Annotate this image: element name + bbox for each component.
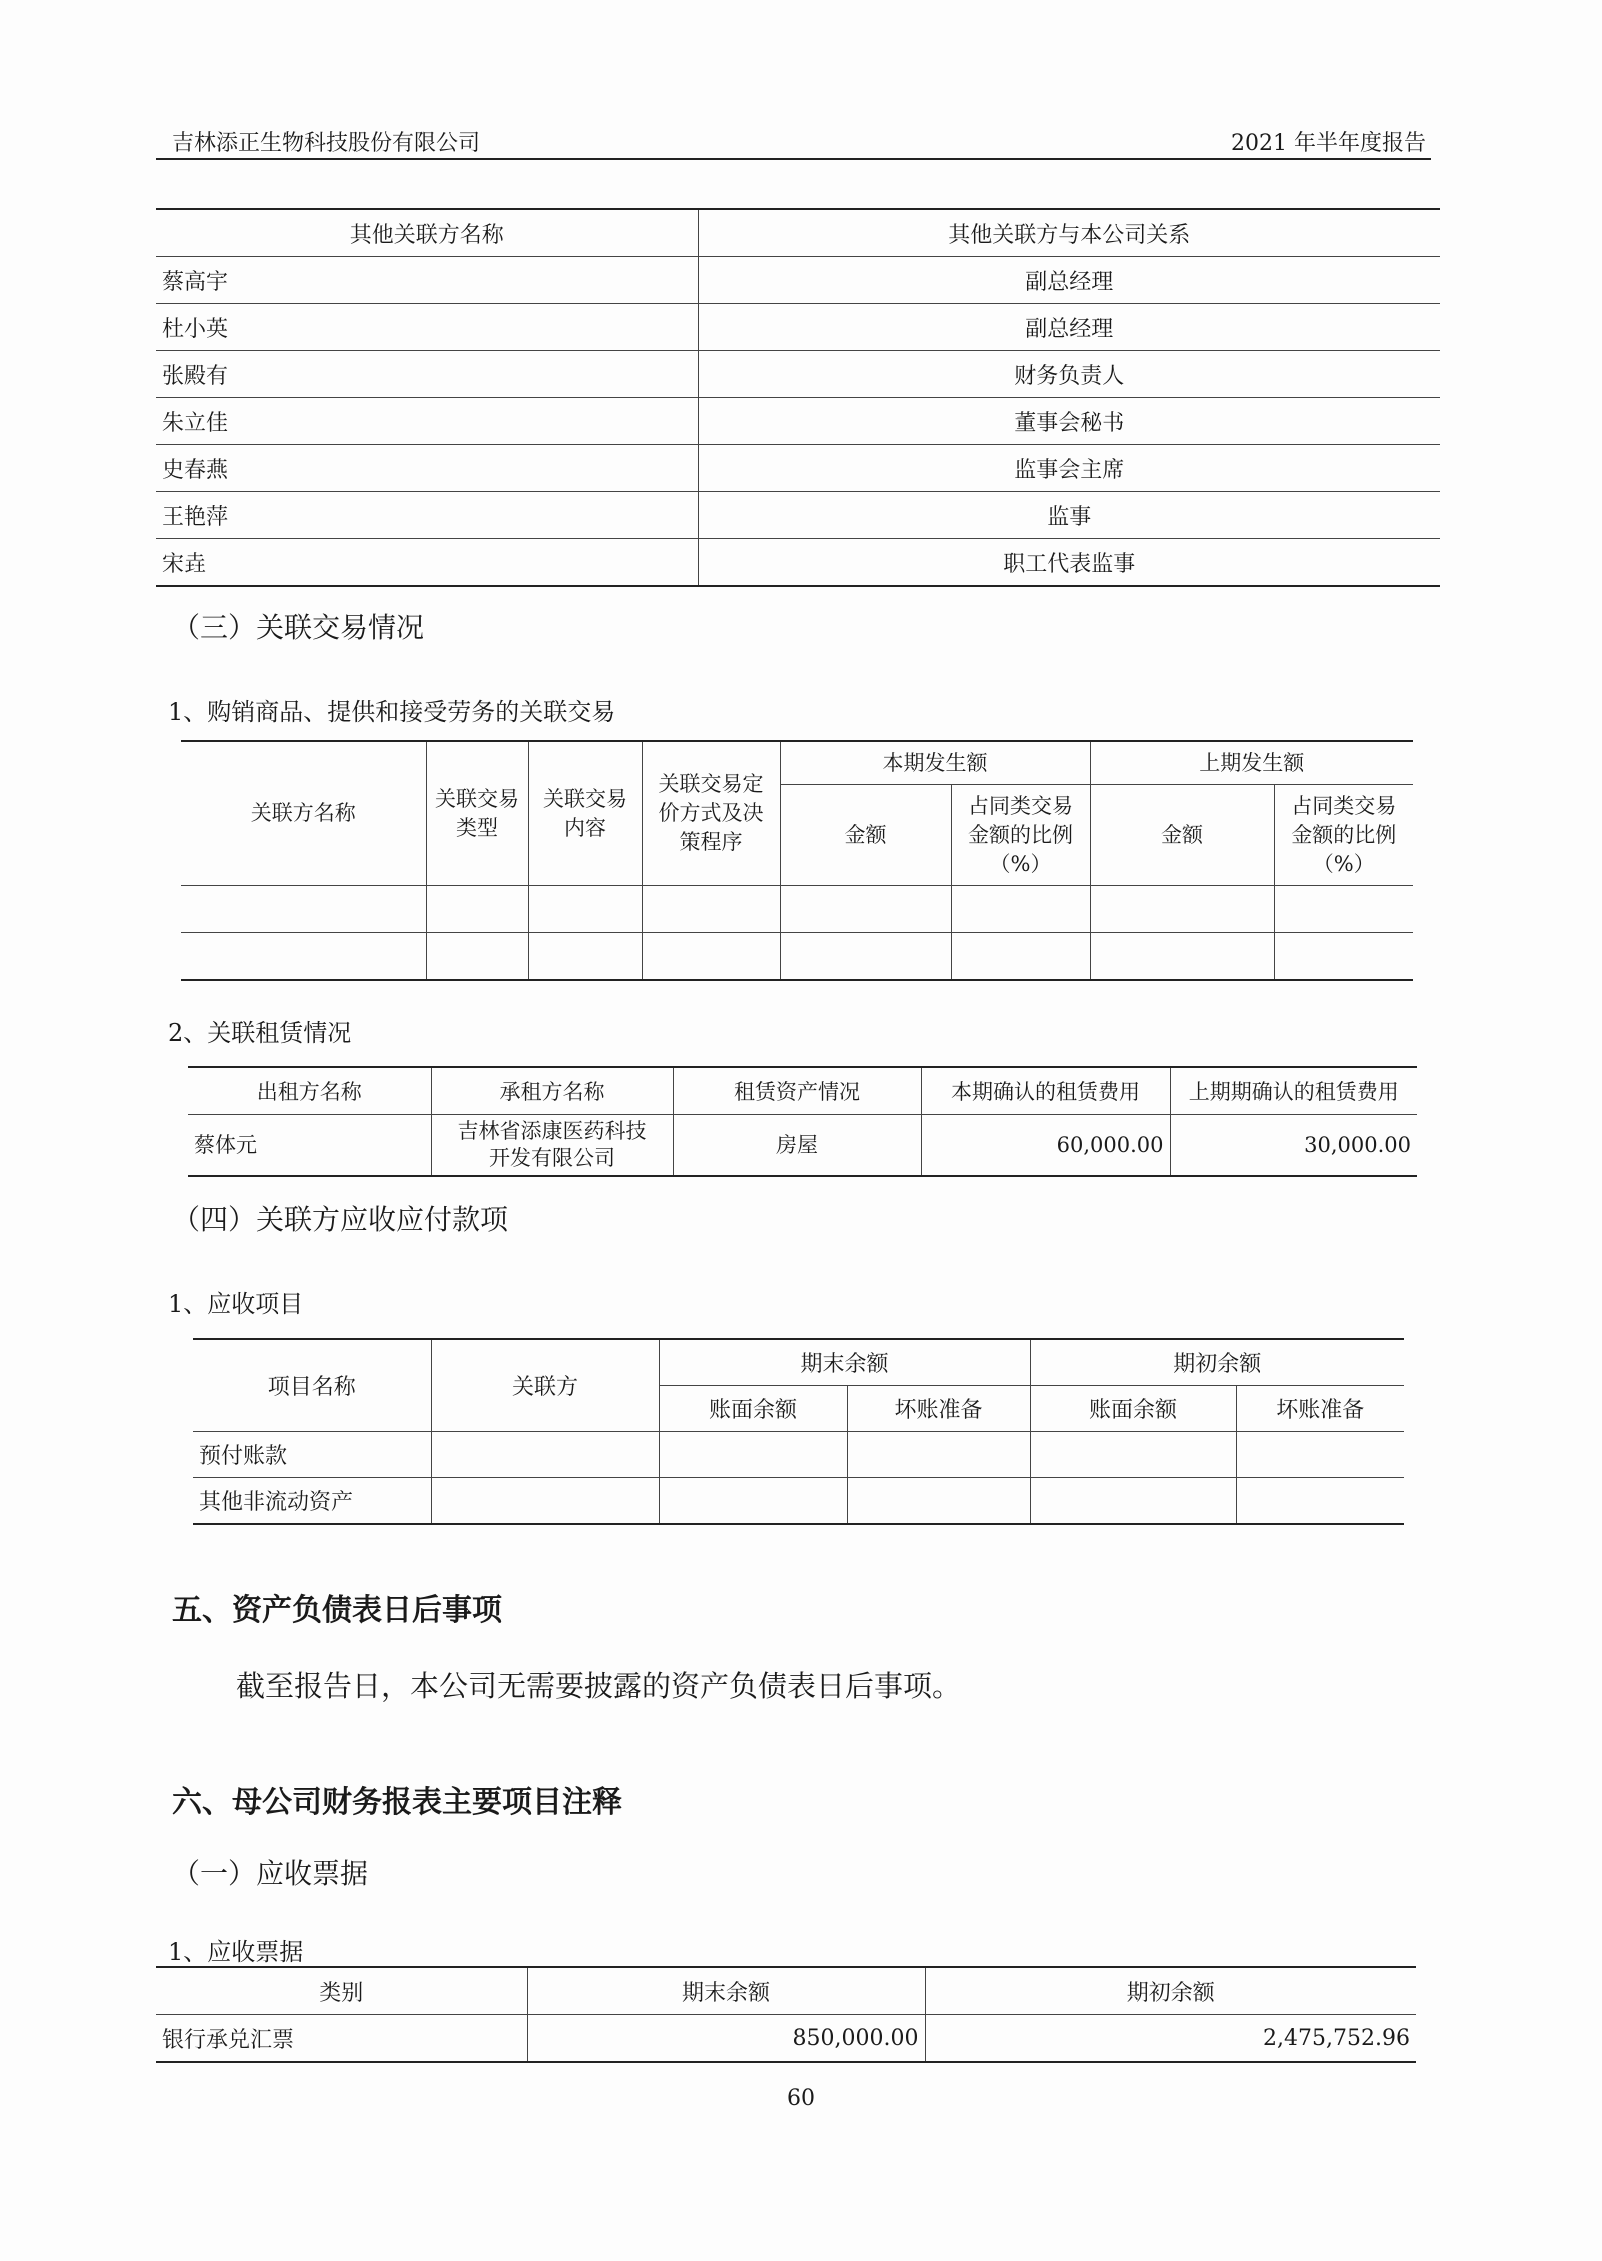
party-relation: 财务负责人: [698, 351, 1440, 398]
item-name: 预付账款: [193, 1432, 431, 1478]
column-header: 其他关联方与本公司关系: [698, 209, 1440, 257]
table-row: [156, 492, 1440, 539]
header-line: 金额的比例: [968, 822, 1073, 847]
column-header: 关联方: [431, 1339, 659, 1432]
party-name: 宋垚: [156, 539, 698, 587]
asset-cell: 房屋: [673, 1115, 921, 1177]
party-relation: 董事会秘书: [698, 398, 1440, 445]
column-header: 金额: [1090, 785, 1274, 886]
column-group-header: 期初余额: [1030, 1339, 1404, 1386]
current-lease-fee: 60,000.00: [921, 1115, 1170, 1177]
lease-title: 2、关联租赁情况: [168, 1019, 352, 1047]
category-cell: 银行承兑汇票: [156, 2015, 527, 2063]
column-header: 承租方名称: [431, 1067, 673, 1115]
item-name: 其他非流动资产: [193, 1478, 431, 1525]
column-header: 其他关联方名称: [156, 209, 698, 257]
table-row: [156, 2015, 1416, 2063]
column-header: [951, 785, 1090, 886]
party-name: 张殿有: [156, 351, 698, 398]
table-row: [156, 257, 1440, 304]
table-row: [181, 933, 1413, 981]
company-name: 吉林添正生物科技股份有限公司: [172, 131, 481, 156]
table-header-row: [156, 209, 1440, 257]
page-number: 60: [787, 2086, 815, 2111]
section-4-title: （四）关联方应收应付款项: [172, 1203, 509, 1236]
column-header: 租赁资产情况: [673, 1067, 921, 1115]
table-header-row: [188, 1067, 1417, 1115]
header-divider: [156, 158, 1431, 160]
column-header: 期末余额: [527, 1967, 925, 2015]
lessee-cell: [431, 1115, 673, 1177]
column-header: 期初余额: [925, 1967, 1416, 2015]
header-line: （%）: [989, 851, 1052, 876]
column-header: 账面余额: [1030, 1386, 1236, 1432]
column-header: 项目名称: [193, 1339, 431, 1432]
party-relation: 副总经理: [698, 257, 1440, 304]
table-header-row: [181, 741, 1413, 785]
column-header: 金额: [780, 785, 951, 886]
party-relation: 监事会主席: [698, 445, 1440, 492]
header-line: 占同类交易: [968, 793, 1073, 818]
column-header: 账面余额: [659, 1386, 847, 1432]
column-header: 坏账准备: [847, 1386, 1030, 1432]
table-row: [156, 539, 1440, 587]
purchase-sales-table: [181, 740, 1413, 981]
party-name: 蔡高宇: [156, 257, 698, 304]
lessee-line: 开发有限公司: [489, 1146, 615, 1170]
table-row: [156, 304, 1440, 351]
beginning-balance: 2,475,752.96: [925, 2015, 1416, 2063]
table-header-row: [156, 1967, 1416, 2015]
party-relation: 副总经理: [698, 304, 1440, 351]
table-row: [156, 398, 1440, 445]
column-header: 出租方名称: [188, 1067, 431, 1115]
table-row: [181, 886, 1413, 933]
party-name: 杜小英: [156, 304, 698, 351]
party-name: 王艳萍: [156, 492, 698, 539]
header-line: 金额的比例: [1291, 822, 1397, 847]
lessor-cell: 蔡体元: [188, 1115, 431, 1177]
header-line: （%）: [1312, 851, 1375, 876]
notes-receivable-table: [156, 1966, 1416, 2063]
section-5-body: 截至报告日，本公司无需要披露的资产负债表日后事项。: [236, 1669, 962, 1703]
section-6-subtitle: （一）应收票据: [172, 1857, 369, 1890]
column-header: 关联交易定价方式及决策程序: [642, 741, 780, 886]
column-header: 关联交易内容: [528, 741, 642, 886]
party-relation: 监事: [698, 492, 1440, 539]
table-row: [188, 1115, 1417, 1177]
receivables-title: 1、应收项目: [168, 1290, 304, 1318]
party-relation: 职工代表监事: [698, 539, 1440, 587]
report-title: 2021 年半年度报告: [1231, 131, 1426, 156]
lease-table: [188, 1066, 1417, 1177]
receivables-table: [193, 1338, 1404, 1525]
section-5-title: 五、资产负债表日后事项: [172, 1593, 502, 1628]
section-6-title: 六、母公司财务报表主要项目注释: [172, 1785, 622, 1820]
column-header: 类别: [156, 1967, 527, 2015]
table-row: [156, 445, 1440, 492]
party-name: 朱立佳: [156, 398, 698, 445]
notes-receivable-title: 1、应收票据: [168, 1938, 304, 1966]
column-group-header: 本期发生额: [780, 741, 1090, 785]
column-group-header: 上期发生额: [1090, 741, 1413, 785]
purchase-sales-title: 1、购销商品、提供和接受劳务的关联交易: [168, 698, 616, 726]
column-header: [1274, 785, 1413, 886]
table-header-row: [193, 1339, 1404, 1386]
column-header: 关联交易类型: [426, 741, 528, 886]
table-row: [193, 1432, 1404, 1478]
party-name: 史春燕: [156, 445, 698, 492]
table-row: [156, 351, 1440, 398]
section-3-title: （三）关联交易情况: [172, 611, 425, 644]
ending-balance: 850,000.00: [527, 2015, 925, 2063]
lessee-line: 吉林省添康医药科技: [457, 1119, 647, 1143]
column-header: 本期确认的租赁费用: [921, 1067, 1170, 1115]
other-related-parties-table: [156, 208, 1440, 587]
column-header: 关联方名称: [181, 741, 426, 886]
header-line: 占同类交易: [1291, 793, 1397, 818]
column-header: 坏账准备: [1236, 1386, 1404, 1432]
column-header: 上期期确认的租赁费用: [1170, 1067, 1417, 1115]
table-row: [193, 1478, 1404, 1525]
column-group-header: 期末余额: [659, 1339, 1030, 1386]
prior-lease-fee: 30,000.00: [1170, 1115, 1417, 1177]
